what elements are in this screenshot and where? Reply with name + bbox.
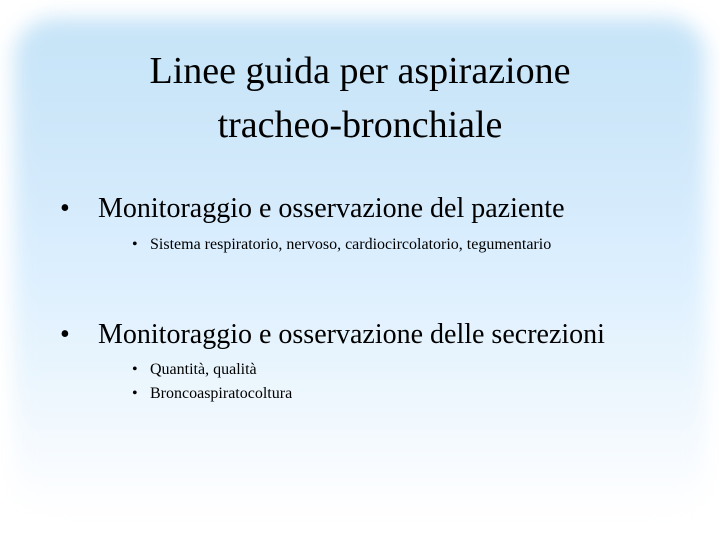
subbullet-sistemi xyxy=(0,236,551,254)
subbullet-broncoaspiratocoltura xyxy=(0,385,292,403)
bullet-monitoraggio-secrezioni xyxy=(0,319,605,351)
bullet-monitoraggio-paziente xyxy=(0,193,565,225)
subbullet-text: Quantità, qualità xyxy=(150,361,257,378)
subbullet-text: Broncoaspiratocoltura xyxy=(150,385,293,402)
title-line-1: Linee guida per aspirazione xyxy=(149,50,571,92)
title-line-2: tracheo-bronchiale xyxy=(217,104,503,146)
subbullet-quantita-qualita xyxy=(0,361,257,379)
bullet-dot-icon: • xyxy=(132,236,138,253)
bullet-dot-icon: • xyxy=(132,385,138,402)
bullet-text: Monitoraggio e osservazione del paziente xyxy=(98,193,565,224)
bullet-text: Monitoraggio e osservazione delle secrezioni xyxy=(98,319,605,350)
bullet-dot-icon: • xyxy=(132,361,138,378)
bullet-dot-icon: • xyxy=(60,193,70,224)
slide-title xyxy=(60,44,660,152)
bullet-dot-icon: • xyxy=(60,319,70,350)
subbullet-text: Sistema respiratorio, nervoso, cardiocircolatorio, tegumentario xyxy=(150,236,552,253)
